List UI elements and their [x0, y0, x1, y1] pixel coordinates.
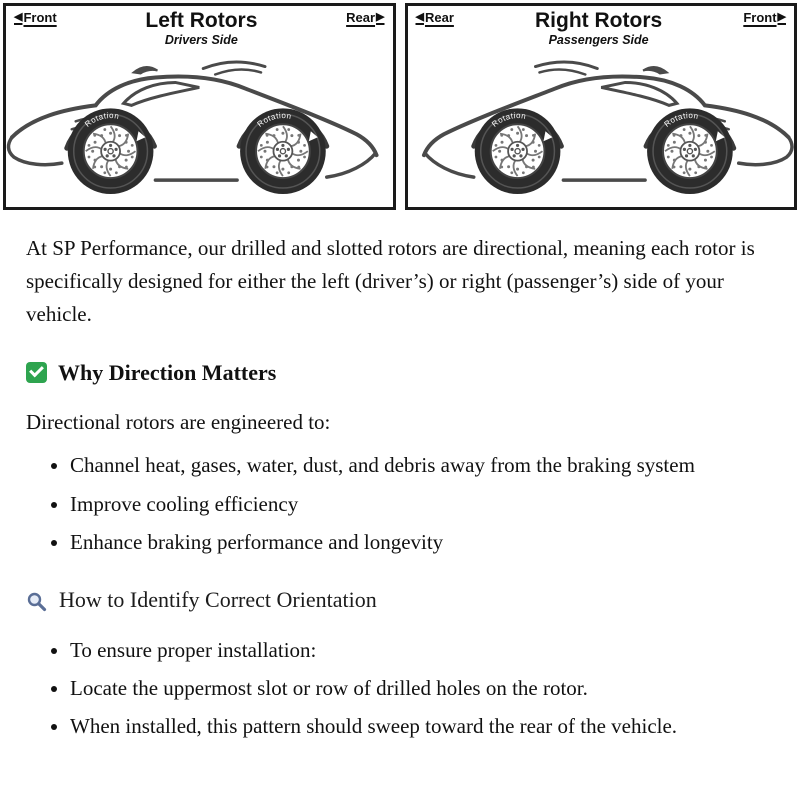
panel-title: Left Rotors	[145, 9, 258, 32]
right-panel-header	[408, 6, 795, 47]
check-icon	[26, 362, 47, 383]
arrow-left-icon: ◀	[14, 11, 23, 23]
list-item: • When installed, this pattern should sweep toward the rear of the vehicle.	[70, 710, 774, 743]
arrow-right-icon: ▶	[376, 11, 385, 23]
rotor-wheel	[647, 108, 733, 194]
rotation-label: Rotation	[661, 111, 699, 129]
panel-title: Right Rotors	[535, 9, 663, 32]
car-diagram-right	[408, 49, 795, 201]
left-rotors-panel	[3, 3, 396, 210]
rotation-label: Rotation	[255, 111, 293, 129]
list-item: • Enhance braking performance and longevity	[70, 526, 774, 559]
rotor-orientation-diagram	[0, 0, 800, 210]
car-diagram-left	[6, 49, 393, 201]
magnifier-icon	[26, 589, 48, 611]
right-panel-titlebox	[454, 10, 743, 47]
front-direction-label: ◀ Front	[14, 10, 57, 25]
section-heading-identify-orientation: How to Identify Correct Orientation	[26, 583, 774, 618]
rotor-wheel	[474, 108, 560, 194]
right-rotors-panel	[405, 3, 798, 210]
benefits-list	[26, 449, 774, 559]
orientation-steps-list	[26, 634, 774, 744]
article-body	[0, 210, 800, 775]
intro-paragraph: At SP Performance, our drilled and slotted rotors are directional, meaning each rotor is specifically designed for either the left (driver’s) or right (passenger’s) side of your vehicle.	[26, 236, 755, 327]
left-panel-header	[6, 6, 393, 47]
rear-direction-label: Rear ▶	[346, 10, 385, 25]
rotation-label: Rotation	[489, 111, 527, 129]
list-item: • Channel heat, gases, water, dust, and debris away from the braking system	[70, 449, 774, 482]
list-item: • Improve cooling efficiency	[70, 488, 774, 521]
list-item: • Locate the uppermost slot or row of drilled holes on the rotor.	[70, 672, 774, 705]
panel-subtitle: Passengers Side	[548, 33, 649, 48]
arrow-left-icon: ◀	[415, 11, 424, 23]
list-item: • To ensure proper installation:	[70, 634, 774, 667]
rotation-label: Rotation	[83, 111, 121, 129]
section1-lead: Directional rotors are engineered to:	[26, 410, 331, 435]
arrow-right-icon: ▶	[777, 11, 786, 23]
rear-direction-label: ◀ Rear	[415, 10, 454, 25]
left-panel-titlebox	[57, 10, 346, 47]
panel-subtitle: Drivers Side	[164, 33, 238, 48]
section-heading-why-direction-matters: Why Direction Matters	[26, 356, 774, 391]
front-direction-label: Front ▶	[743, 10, 786, 25]
rotor-wheel	[240, 108, 326, 194]
rotor-wheel	[68, 108, 154, 194]
